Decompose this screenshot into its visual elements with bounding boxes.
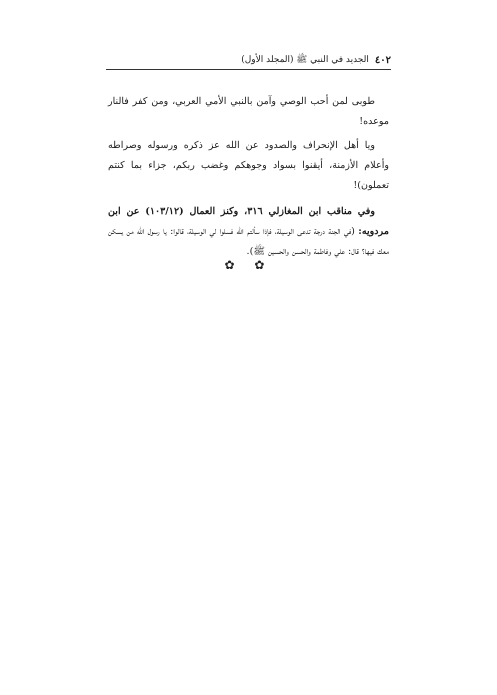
body-text — [108, 92, 389, 268]
page-header — [106, 52, 391, 68]
flower-ornament-icon: ✿ — [224, 258, 243, 272]
paragraph-2: ويا أهل الإنحراف والصدود عن الله عز ذكره ورسوله وصراطه وأعلام الأزمنة، أيقنوا بسواد وجوهكم وغضب ربكم، جزاء بما كنتم تعملون)! — [108, 140, 389, 191]
header-rule — [106, 69, 391, 70]
citation-bold: وفي مناقب ابن المغازلي ٣١٦، وكنز العمال (١٠٣/١٢) عن ابن مردويه: — [108, 206, 389, 237]
paragraph-1: طوبى لمن أحب الوصي وآمن بالنبي الأمي العربي، ومن كفر فالنار موعده! — [108, 96, 389, 127]
page-number: ٤٠٢ — [374, 54, 391, 66]
paragraph-3 — [108, 202, 389, 262]
flower-ornament-icon-2: ✿ — [254, 258, 273, 272]
running-title: الجديد في النبي ﷺ (المجلد الأول) — [241, 55, 369, 65]
citation-text: (في الجنة درجة تدعى الوسيلة، فإذا سألتم الله فسلوا لي الوسيلة، قالوا: يا رسول الله من يسكن معك فيها؟ قال: علي وفاطمة والحسن والحسين ﷺ). — [108, 226, 389, 257]
section-ornament — [0, 258, 497, 272]
